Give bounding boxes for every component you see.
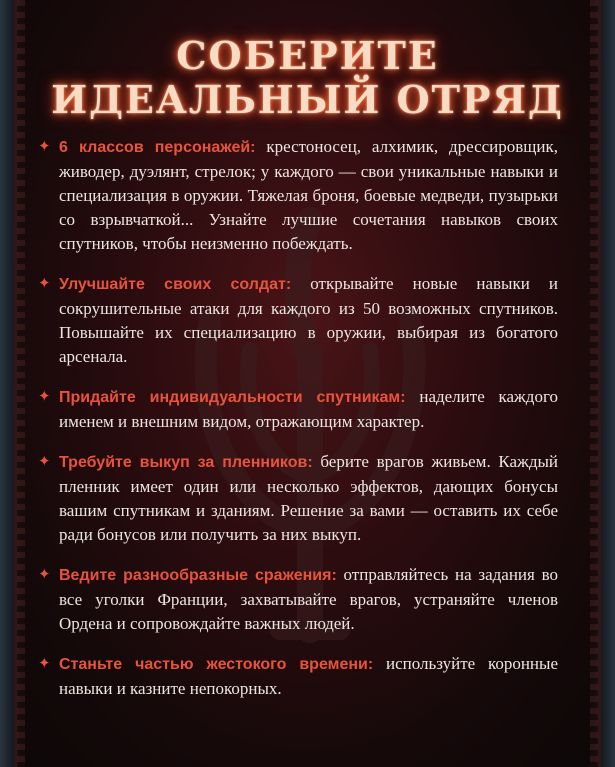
title-line-1: СОБЕРИТЕ [176,33,439,78]
feature-item [38,135,558,256]
sparkle-bullet-icon: ✦ [38,656,51,672]
feature-text: берите врагов живьем. Каждый пленник имеет один или несколько эффектов, дающих бонусы вашим спутникам и зданиям. Решение за вами — оставить их себе ради бонусов или получить за них выкуп. [59,452,558,544]
page-title [0,34,615,122]
feature-heading: Ведите разнообразные сражения: [59,567,337,584]
sparkle-bullet-icon: ✦ [38,139,51,155]
feature-heading: Станьте частью жестокого времени: [59,656,374,673]
title-line-2: ИДЕАЛЬНЫЙ ОТРЯД [51,77,564,122]
feature-text: крестоносец, алхимик, дрессировщик, живодер, дуэлянт, стрелок; у каждого — свои уникальные навыки и специализация в оружии. Тяжелая броня, боевые медведи, пузырьки со взрывчаткой... Узнайте лучшие сочетания навыков своих спутников, чтобы неизменно побеждать. [59,137,558,253]
feature-text: отправляйтесь на задания во все уголки Франции, захватывайте врагов, устраняйте членов Ордена и сопровождайте важных людей. [59,565,559,633]
sparkle-bullet-icon: ✦ [38,276,51,292]
feature-heading: Улучшайте своих солдат: [59,276,292,293]
feature-item [38,450,558,547]
sparkle-bullet-icon: ✦ [38,389,51,405]
feature-heading: Требуйте выкуп за пленников: [59,454,313,471]
feature-text: используйте коронные навыки и казните непокорных. [59,654,558,698]
feature-heading: Придайте индивидуальности спутникам: [59,389,406,406]
sparkle-bullet-icon: ✦ [38,567,51,583]
feature-item [38,652,558,701]
feature-item [38,272,558,369]
feature-item [38,385,558,434]
feature-text: открывайте новые навыки и сокрушительные атаки для каждого из 50 возможных спутников. Повышайте их специализацию в оружии, выбирая из богатого арсенала. [59,274,559,366]
sparkle-bullet-icon: ✦ [38,454,51,470]
feature-text: наделите каждого именем и внешним видом, отражающим характер. [59,387,558,431]
feature-heading: 6 классов персонажей: [59,139,256,156]
feature-list [38,135,558,717]
feature-item [38,563,558,636]
